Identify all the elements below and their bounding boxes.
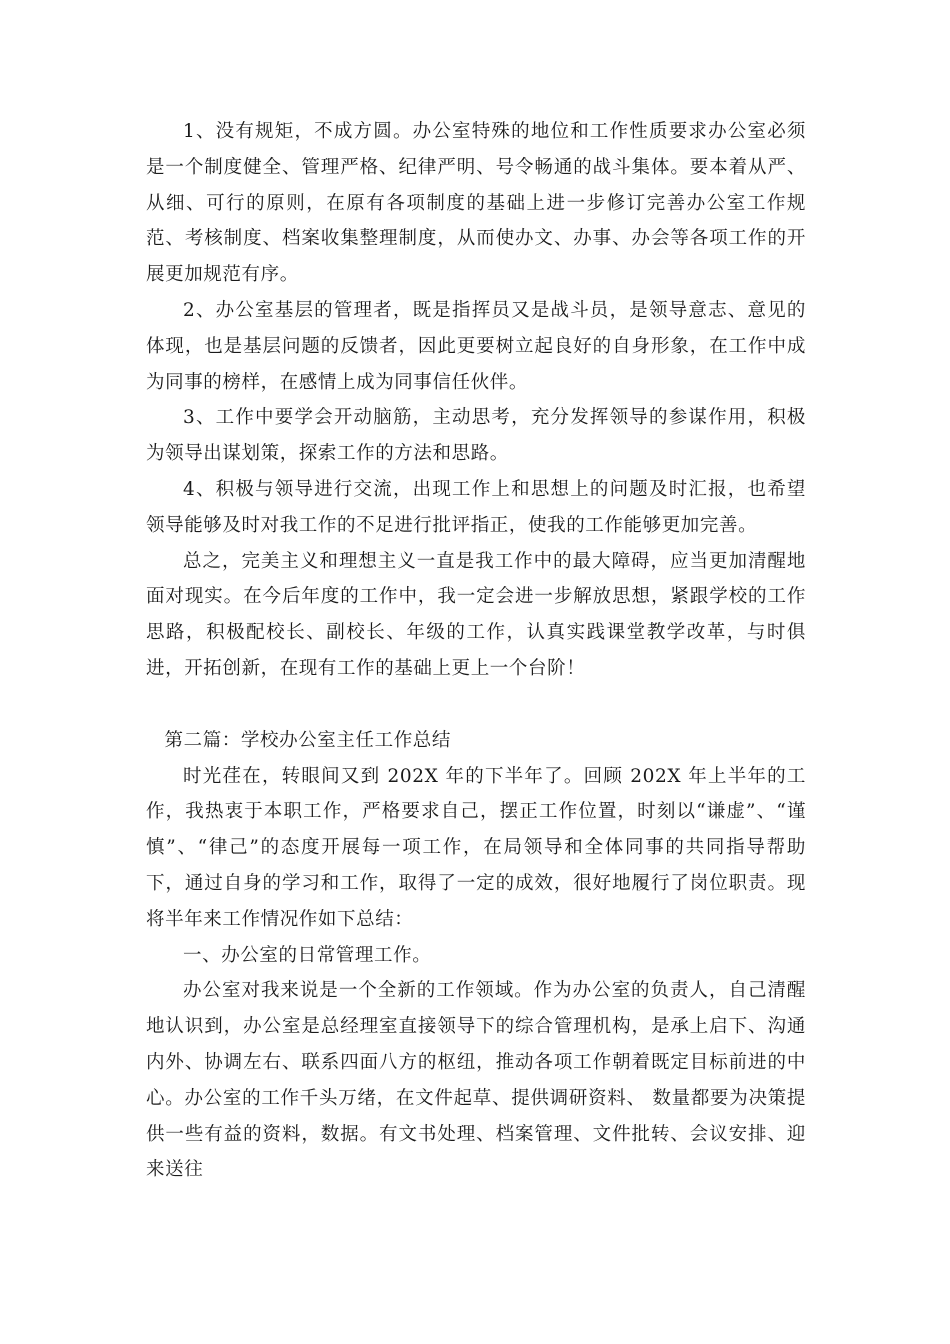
section-title: 第二篇：学校办公室主任工作总结	[164, 729, 452, 751]
document-body	[146, 114, 806, 1188]
paragraph-communicate: 4、积极与领导进行交流，出现工作上和思想上的问题及时汇报，也希望领导能够及时对我工作的不足进行批评指正，使我的工作能够更加完善。	[146, 478, 806, 536]
paragraph-think-actively: 3、工作中要学会开动脑筋，主动思考，充分发挥领导的参谋作用，积极为领导出谋划策，探索工作的方法和思路。	[146, 407, 806, 465]
paragraph-conclusion: 总之，完美主义和理想主义一直是我工作中的最大障碍，应当更加清醒地面对现实。在今后年度的工作中，我一定会进一步解放思想，紧跟学校的工作思路，积极配校长、副校长、年级的工作，认真实践课堂教学改革，与时俱进，开拓创新，在现有工作的基础上更上一个台阶！	[146, 550, 806, 679]
subheading-daily-management: 一、办公室的日常管理工作。	[183, 944, 432, 966]
paragraph-office-work: 办公室对我来说是一个全新的工作领域。作为办公室的负责人，自己清醒地认识到，办公室是总经理室直接领导下的综合管理机构，是承上启下、沟通内外、协调左右、联系四面八方的枢纽，推动各项工作朝着既定目标前进的中心。办公室的工作千头万绪，在文件起草、提供调研资料、 数量都要为决策提供一些有益的资料，数据。有文书处理、档案管理、文件批转、会议安排、迎来送往	[146, 980, 806, 1181]
paragraph-manager-role: 2、办公室基层的管理者，既是指挥员又是战斗员，是领导意志、意见的体现，也是基层问题的反馈者，因此更要树立起良好的自身形象，在工作中成为同事的榜样，在感情上成为同事信任伙伴。	[146, 299, 806, 393]
paragraph-intro: 时光荏在，转眼间又到 202X 年的下半年了。回顾 202X 年上半年的工作，我热衷于本职工作，严格要求自己，摆正工作位置，时刻以“谦虚”、“谨慎”、“律己”的态度开展每一项工作，在局领导和全体同事的共同指导帮助下，通过自身的学习和工作，取得了一定的成效，很好地履行了岗位职责。现将半年来工作情况作如下总结：	[146, 765, 806, 930]
section-spacer	[146, 687, 806, 723]
paragraph-rules: 1、没有规矩，不成方圆。办公室特殊的地位和工作性质要求办公室必须是一个制度健全、管理严格、纪律严明、号令畅通的战斗集体。要本着从严、从细、可行的原则，在原有各项制度的基础上进一步修订完善办公室工作规范、考核制度、档案收集整理制度，从而使办文、办事、办会等各项工作的开展更加规范有序。	[146, 121, 806, 286]
